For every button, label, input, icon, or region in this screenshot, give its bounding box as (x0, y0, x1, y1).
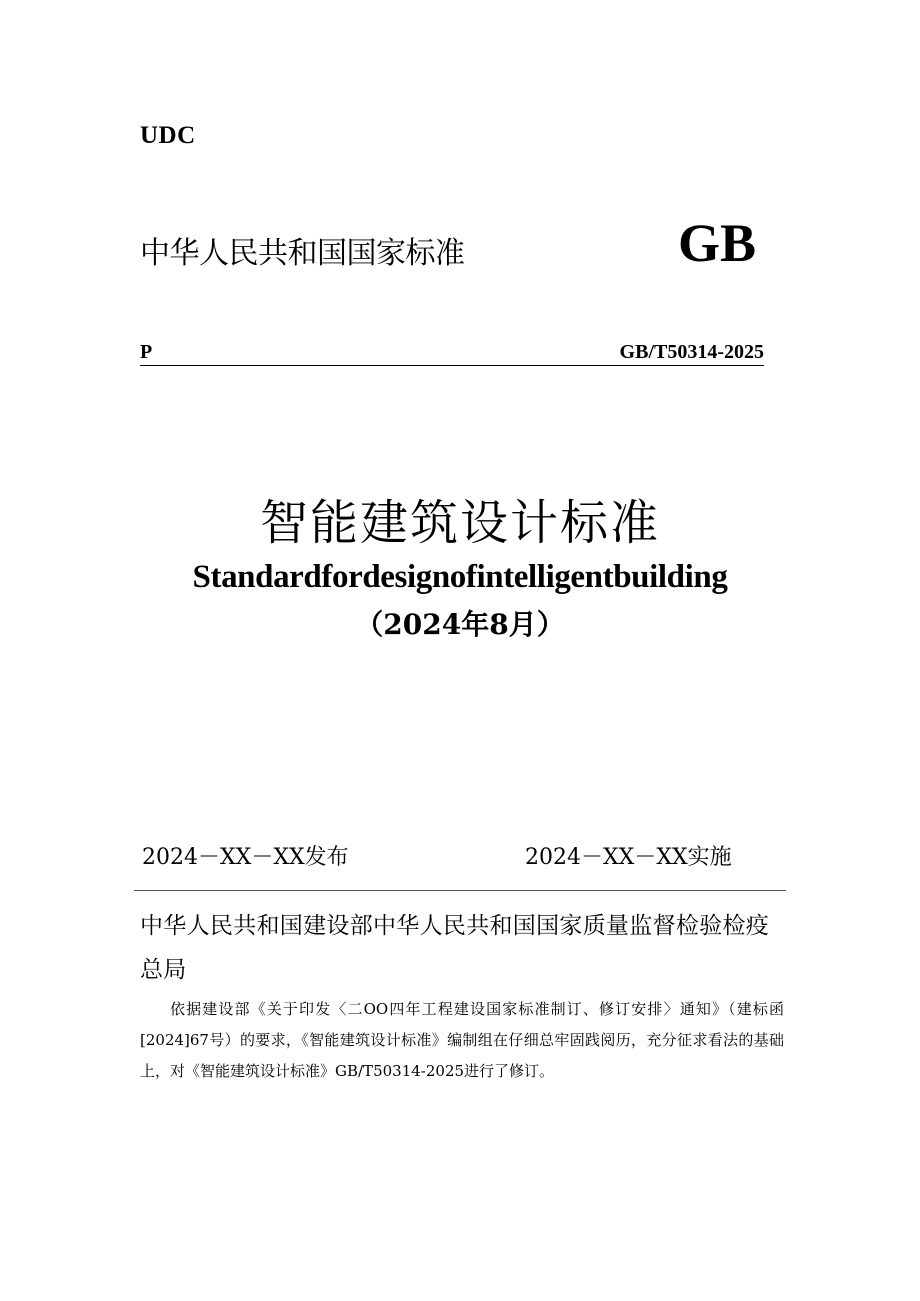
issuing-authorities: 中华人民共和国建设部中华人民共和国国家质量监督检验检疫总局 (140, 913, 770, 983)
main-title: 智能建筑设计标准 (259, 495, 660, 551)
implementation-date: 2024－XX－XX实施 (525, 845, 732, 870)
preface-paragraph: 依据建设部《关于印发〈二OO四年工程建设国家标准制订、修订安排〉通知》（建标函[2024]67号）的要求，《智能建筑设计标准》编制组在仔细总牢固践阅历，充分征求看法的基础上，对《智能建筑设计标准》GB/T50314-2025进行了修订。 (140, 1000, 784, 1080)
release-date: 2024－XX－XX发布 (142, 845, 349, 870)
divider-line (134, 890, 786, 891)
udc-label: UDC (140, 122, 196, 149)
standard-code-row (140, 341, 764, 366)
standard-code: GB/T50314-2025 (619, 341, 764, 363)
gb-mark: GB (678, 213, 757, 273)
national-standard-label: 中华人民共和国国家标准 (140, 236, 465, 271)
english-title: Standardfordesignofintelligentbuilding (192, 559, 728, 595)
edition-date: （2024年8月） (355, 608, 565, 641)
p-label: P (140, 341, 153, 363)
